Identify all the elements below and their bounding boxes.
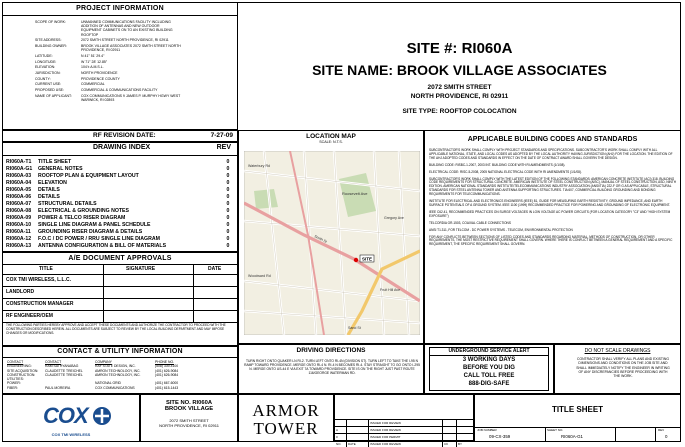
drawing-index-header — [3, 143, 237, 156]
drawing-index-panel — [2, 142, 238, 252]
location-map-title: LOCATION MAP — [306, 133, 356, 140]
revision-cell-no: 0 — [335, 434, 347, 440]
site-name: SITE NAME: BROOK VILLAGE ASSOCIATES — [312, 62, 607, 78]
codes-paragraph: BUILDING CODE: RISBC-1-2007, 2003 INT. BUILDING CODE WITH RI AMENDMENTS (1/1/08). — [429, 162, 566, 167]
drawing-index-rev: 0 — [226, 159, 230, 165]
approval-row-title: COX TMI WIRELESS, L.L.C. — [6, 277, 71, 283]
drawing-index-rev: 0 — [226, 215, 230, 221]
project-info-row — [35, 44, 233, 52]
drawing-index-code: RI060A-05 — [6, 187, 32, 193]
project-info-value: PROVIDENCE COUNTY — [81, 76, 120, 81]
underground-alert-line-1: 3 WORKING DAYS — [462, 357, 516, 363]
site-type: SITE TYPE: ROOFTOP COLOCATION — [402, 108, 517, 115]
cox-logo-text: COX — [43, 403, 88, 428]
codes-paragraph: SUBCONTRACTOR'S WORK SHALL COMPLY WITH THE LATEST EDITION OF THE FOLLOWING STANDARDS: AMERICAN CONCRETE INSTITUTE (ACI) 318, BUILDING CODE REQUIREMENTS FOR STRUCTURAL CONCRETE. AMERICAN INSTITUTE OF STEEL CONSTRUCTION (AISC), MANUAL OF STEEL CONSTRUCTION, ASD, NINTH EDITION. AMERICAN NATIONAL STANDARDS INSTITUTE/TELECOMMUNICATIONS INDUSTRY ASSOCIATION (ANSI/TIA) 222-F OR G AS APPLICABLE, STRUCTURAL STANDARDS FOR STEEL ANTENNA TOWER AND ANTENNA SUPPORTING STRUCTURES. TIA 607, COMMERCIAL BUILDING GROUNDING AND BONDING REQUIREMENTS FOR TELECOMMUNICATIONS. — [429, 176, 676, 197]
approval-row — [3, 275, 237, 287]
drawing-index-name: ELECTRICAL & GROUNDING NOTES — [38, 208, 129, 214]
contacts-cell-phone: (508) 339-4100 — [155, 364, 179, 369]
armor-tower-logo-line-1: ARMOR — [252, 401, 320, 420]
codes-title: APPLICABLE BUILDING CODES AND STANDARDS — [467, 136, 638, 143]
approval-row-title: LANDLORD — [6, 289, 35, 295]
cox-logo — [43, 403, 105, 431]
drawing-index-item[interactable] — [6, 194, 233, 201]
contacts-cell-role: UTILITIES: — [7, 377, 24, 382]
codes-paragraph: TELCORDIA GR-1503, COAXIAL CABLE CONNECTIONS — [429, 220, 511, 225]
contacts-cell-role: FIBER: — [7, 385, 18, 390]
project-info-row — [35, 82, 233, 86]
revision-table-row — [335, 426, 473, 433]
revision-cell-ck — [443, 434, 457, 440]
contacts-header: CONTACT — [45, 360, 62, 364]
codes-paragraph: INSTITUTE FOR ELECTRICAL AND ELECTRONICS ENGINEERS (IEEE) 81, GUIDE FOR MEASURING EARTH RESISTIVITY, GROUND IMPEDANCE, AND EARTH SURFACE POTENTIALS OF A GROUND SYSTEM. IEEE 1100 (1999) RECOMMENDED PRACTICE FOR POWERING AND GROUNDING OF ELECTRONIC EQUIPMENT. — [429, 199, 671, 207]
drawing-index-item[interactable] — [6, 166, 233, 173]
armor-tower-logo-line-2: TOWER — [253, 419, 319, 438]
contacts-cell-company: AMRON TECHNOLOGY, INC. — [95, 372, 141, 377]
underground-alert-box — [429, 347, 549, 391]
codes-paragraph: ELECTRICAL CODE: RISC-5-2008, 2005 NATIONAL ELECTRICAL CODE WITH RI AMENDMENTS (1/1/08). — [429, 169, 582, 174]
drawing-index-title: DRAWING INDEX — [93, 144, 151, 151]
codes-paragraph: IEEE C62.41, RECOMMENDED PRACTICES ON SURGE VOLTAGES IN LOW VOLTAGE AC POWER CIRCUITS (FOR LOCATION CATEGORY "C3" AND "HIGH SYSTEM EXPOSURE") — [429, 209, 671, 218]
map-label-fruit-hill: Fruit Hill Ave — [380, 288, 401, 292]
drawing-index-code: RI060A-03 — [6, 173, 32, 179]
job-number: 09-CX-359 — [489, 434, 511, 439]
drawing-index-name: ELEVATION — [38, 180, 67, 186]
contacts-cell-name: RAM SATHYANABAG — [45, 364, 79, 369]
revision-cell-ck — [443, 427, 457, 433]
codes-body — [429, 149, 677, 250]
contacts-cell-name: PAUL MOREIRA — [45, 385, 71, 390]
contacts-cell-company: RAY STATE DESIGN, INC. — [95, 364, 136, 369]
contacts-cell-name: CLAUDETTE TREICHEL — [45, 372, 83, 377]
title-block-address-1: 2072 SMITH STREET — [169, 418, 209, 423]
armor-tower-logo-cell — [238, 394, 334, 442]
project-info-label: COUNTY: — [35, 76, 51, 81]
contacts-cell-phone: (401) 626-9084 — [155, 372, 179, 377]
map-label-woodward: Woodward Rd — [248, 274, 271, 278]
project-info-value: W 71° 28' 12.85" — [81, 59, 108, 64]
revision-cell-by — [457, 434, 473, 440]
cox-logo-subtitle: COX TMI WIRELESS — [51, 432, 91, 437]
map-label-sand: Sand St — [348, 326, 361, 330]
revision-cell-desc: ISSUED FOR REVIEW — [369, 420, 443, 426]
job-number-label: JOB NUMBER — [477, 428, 497, 432]
revision-cell-by — [457, 420, 473, 426]
approvals-header-row — [3, 265, 237, 275]
contacts-cell-phone: (401) 667-6000 — [155, 381, 179, 386]
drawing-index-name: DETAILS — [38, 194, 60, 200]
project-info-label: ELEVATION: — [35, 65, 56, 70]
drawing-index-code: RI060A-T1 — [6, 159, 32, 165]
title-block-site-no: SITE NO. RI060A — [165, 400, 213, 406]
project-info-row — [35, 54, 233, 58]
sheet-title: TITLE SHEET — [551, 405, 604, 414]
revision-cell-no: A — [335, 427, 347, 433]
drawing-index-rev: 0 — [226, 222, 230, 228]
project-information-title: PROJECT INFORMATION — [3, 3, 237, 16]
drawing-index-item[interactable] — [6, 180, 233, 187]
rf-revision-row — [2, 130, 238, 142]
revision-cell-date — [347, 427, 369, 433]
approvals-rows — [3, 275, 237, 323]
map-background — [244, 151, 420, 335]
drawing-index-code: RI060A-13 — [6, 243, 32, 249]
project-info-row — [35, 94, 233, 102]
project-info-row — [35, 20, 233, 37]
title-block-site-name: BROOK VILLAGE — [164, 406, 214, 412]
do-not-scale-text: CONTRACTOR SHALL VERIFY ALL PLANS AND EXISTING DIMENSIONS AND CONDITIONS ON THE JOB SITE AND SHALL IMMEDIATELY NOTIFY THE ENGINEER IN WRITING OF ANY DISCREPANCIES BEFORE PROCEEDING WITH THE WORK. — [576, 357, 670, 379]
drawing-index-rev: 0 — [226, 243, 230, 249]
revision-cell-date — [347, 420, 369, 426]
drawing-index-code: RI060A-06 — [6, 194, 32, 200]
drawing-index-name: POWER & TELCO RISER DIAGRAM — [38, 215, 126, 221]
drawing-index-rev: 0 — [226, 187, 230, 193]
project-info-label: PROPOSED USE: — [35, 88, 64, 93]
sheet-no-label: SHEET NO. — [547, 428, 564, 432]
approvals-header-date: DATE — [208, 266, 222, 272]
map-park-2 — [254, 189, 278, 209]
map-label-gregory: Gregory Ave — [384, 216, 404, 220]
drawing-index-code: RI060A-09 — [6, 215, 32, 221]
contacts-cell-role: POWER: — [7, 381, 21, 386]
project-info-row — [35, 38, 233, 42]
drawing-index-name: ROOFTOP PLAN & EQUIPMENT LAYOUT — [38, 173, 139, 179]
project-info-label: NAME OF APPLICANT: — [35, 93, 72, 98]
revision-table-header: BY — [458, 442, 463, 446]
drawing-index-list — [3, 156, 237, 250]
drawing-index-item[interactable] — [6, 159, 233, 166]
revision-table-row — [335, 433, 473, 440]
map-label-roosevelt: Roosevelt Ave — [342, 191, 368, 196]
underground-alert-line-4: 888-DIG-SAFE — [468, 381, 510, 387]
project-info-value: UNMANNED COMMUNICATIONS FACILITY INCLUDING ADDITION OF ANTENNAS AND NEW OUTDOOR EQUIPMENT CABINETS ON TO AN EXISTING BUILDING ROOFTOP — [81, 20, 173, 37]
contacts-panel — [2, 346, 238, 394]
contacts-header: COMPANY — [95, 360, 112, 364]
contacts-cell-role: CONSTRUCTION: — [7, 372, 36, 377]
drawing-index-item[interactable] — [6, 243, 233, 250]
map-site-marker-label: SITE — [362, 256, 373, 262]
drawing-index-item[interactable] — [6, 229, 233, 236]
project-info-value: COMMERCIAL — [81, 82, 105, 87]
sheet-rev: 0 — [665, 434, 668, 439]
drawing-index-name: GENERAL NOTES — [38, 166, 83, 172]
drawing-index-item[interactable] — [6, 222, 233, 229]
project-info-value: BROOK VILLAGE ASSOCIATES 2072 SMITH STREET NORTH PROVIDENCE, RI 02911 — [81, 44, 181, 53]
revision-table-cell — [334, 394, 474, 446]
contacts-cell-company: NATIONAL GRID — [95, 381, 121, 386]
rf-revision-label: RF REVISION DATE: — [93, 132, 156, 139]
contacts-cell-role: SITE ACQUISITION: — [7, 368, 39, 373]
map-label-smith: Smith St — [313, 234, 328, 244]
drawing-index-rev: 0 — [226, 236, 230, 242]
project-info-row — [35, 88, 233, 92]
approval-row — [3, 299, 237, 311]
map-label-waterbury: Waterbury Rd — [248, 164, 271, 168]
location-map-panel — [238, 130, 424, 344]
drawing-index-rev: 0 — [226, 166, 230, 172]
drawing-index-code: RI060A-04 — [6, 180, 32, 186]
project-info-row — [35, 77, 233, 81]
project-info-label: JURISDICTION: — [35, 71, 61, 76]
approval-row-title: CONSTRUCTION MANAGER — [6, 301, 74, 307]
drawing-index-code: RI060A-G1 — [6, 166, 33, 172]
codes-paragraph: FOR ANY CONFLICTS BETWEEN SECTIONS OF LISTED CODES AND STANDARDS REGARDING MATERIAL, METHODS OF CONSTRUCTION, OR OTHER REQUIREMENTS, THE MOST RESTRICTIVE REQUIREMENT SHALL GOVERN. WHERE THERE IS CONFLICT BETWEEN A GENERAL REQUIREMENT AND A SPECIFIC REQUIREMENT, THE SPECIFIC REQUIREMENT SHALL GOVERN. — [429, 234, 673, 247]
site-title-block — [238, 2, 681, 130]
drawing-index-rev: 0 — [226, 173, 230, 179]
approvals-header-signature: SIGNATURE — [126, 266, 156, 272]
contacts-title: CONTACT & UTILITY INFORMATION — [3, 347, 237, 358]
sheet-title-cell — [474, 394, 681, 442]
approvals-header-title: TITLE — [39, 266, 53, 272]
cox-logo-cell — [2, 394, 140, 442]
project-info-label: SITE ADDRESS: — [35, 38, 62, 43]
project-info-value: COX COMMUNICATIONS 9 JAMES P. MURPHY HGWY WEST WARWICK, RI 02893 — [81, 93, 181, 103]
drawing-index-name: F.O.C / DC POWER / RRU SINGLE LINE DIAGRAM — [38, 236, 160, 242]
revision-cell-date — [347, 434, 369, 440]
drawing-index-item[interactable] — [6, 201, 233, 208]
revision-cell-ck — [443, 420, 457, 426]
drawing-index-name: SINGLE LINE DIAGRAM & PANEL SCHEDULE — [38, 222, 151, 228]
contacts-header: PHONE NO. — [155, 360, 175, 364]
project-info-label: SCOPE OF WORK: — [35, 20, 66, 24]
revision-table-header: DATE — [347, 441, 369, 447]
driving-directions-text: TURN RIGHT ONTO QUAKER LN RI-2. TURN LEFT ONTO RI-4N (DIVISION ST). TURN LEFT TO TAKE THE I-95 N RAMP TOWARD PROVIDENCE. MERGE ONTO RI-4 N. RI-4 N BECOMES RI-4. STAY STRAIGHT TO GO ONTO I-295 N. MERGE ONTO US-44 E VIA EXIT 7A TOWARD PROVIDENCE. SITE IS ON THE RIGHT JUST PAST ROUTE 116/GEORGE WATERMAN RD. — [244, 359, 420, 376]
driving-directions-panel — [238, 344, 424, 394]
project-info-value: COMMERCIAL & COMMUNICATIONS FACILITY — [81, 88, 158, 93]
revision-cell-desc: ISSUED FOR PERMIT — [369, 434, 443, 440]
map-site-marker-dot — [354, 258, 358, 262]
location-map-scale: SCALE: N.T.S. — [319, 140, 343, 144]
contacts-cell-phone: (401) 615-1443 — [155, 385, 179, 390]
revision-table-row — [335, 419, 473, 426]
project-info-value: NORTH PROVIDENCE — [81, 71, 118, 76]
site-number: SITE #: RI060A — [406, 40, 513, 57]
rf-revision-date: 7-27-09 — [210, 132, 233, 139]
approvals-note: THE FOLLOWING PARTIES HEREBY APPROVE AND ACCEPT THESE DOCUMENTS AND AUTHORIZE THE CONTRACTOR TO PROCEED WITH THE CONSTRUCTION DESCRIBED HEREIN. ALL DOCUMENTS ARE SUBJECT TO REVIEW BY THE LOCAL BUILDING DEPARTMENT AND MAY IMPOSE CHANGES OR MODIFICATIONS. — [6, 323, 226, 335]
drawing-index-name: ANTENNA CONFIGURATION & BILL OF MATERIALS — [38, 243, 167, 249]
drawing-index-item[interactable] — [6, 236, 233, 243]
drawing-index-name: DETAILS — [38, 187, 60, 193]
project-info-label: LATITUDE: — [35, 53, 53, 58]
approvals-title: A/E DOCUMENT APPROVALS — [3, 253, 237, 265]
underground-alert-line-3: CALL TOLL FREE — [463, 373, 515, 379]
contacts-cell-role: ENGINEERING: — [7, 364, 32, 369]
drawing-index-rev-header: REV — [216, 144, 231, 151]
project-info-label: CURRENT USE: — [35, 82, 62, 87]
revision-cell-by — [457, 427, 473, 433]
drawing-index-code: RI060A-11 — [6, 229, 31, 235]
approval-row-title: RF ENGINEER/OEM — [6, 313, 53, 319]
title-block-address-2: NORTH PROVIDENCE, RI 02911 — [159, 423, 219, 428]
drawing-index-rev: 0 — [226, 208, 230, 214]
drawing-index-name: TITLE SHEET — [38, 159, 72, 165]
contacts-cell-phone: (401) 626-9084 — [155, 368, 179, 373]
do-not-scale-panel — [554, 344, 681, 394]
contacts-cell-company: COX COMMUNICATIONS — [95, 385, 135, 390]
drawing-index-code: RI060A-08 — [6, 208, 32, 214]
codes-paragraph: SUBCONTRACTOR'S WORK SHALL COMPLY WITH PROJECT STANDARDS AND SPECIFICATIONS. SUBCONTRACTOR'S WORK SHALL COMPLY WITH ALL APPLICABLE NATIONAL, STATE, AND LOCAL CODES AS ADOPTED BY THE LOCAL AUTHORITY HAVING JURISDICTION (AHJ) FOR THE LOCATION. THE EDITION OF THE AHJ ADOPTED CODES AND STANDARDS IN EFFECT ON THE DATE OF CONTRACT AWARD SHALL GOVERN THE DESIGN. — [429, 148, 673, 160]
site-street: 2072 SMITH STREET — [427, 84, 492, 91]
underground-alert-line-2: BEFORE YOU DIG — [463, 365, 515, 371]
project-info-value: 2072 SMITH STREET NORTH PROVIDENCE, RI 02911 — [81, 38, 169, 43]
project-information-panel — [2, 2, 238, 130]
site-info-cell — [140, 394, 238, 442]
revision-cell-desc: ISSUED FOR REVIEW — [369, 427, 443, 433]
sheet-rev-label: REV — [658, 428, 665, 432]
drawing-index-rev: 0 — [226, 201, 230, 207]
contacts-cell-name: CLAUDETTE TREICHEL — [45, 368, 83, 373]
drawing-index-code: RI060A-07 — [6, 201, 32, 207]
revision-table-header: CK — [443, 441, 457, 447]
location-map-image — [244, 151, 420, 335]
cox-logo-swoosh-icon — [91, 405, 113, 427]
project-info-label: BUILDING OWNER: — [35, 44, 67, 49]
driving-directions-title: DRIVING DIRECTIONS — [296, 347, 366, 354]
drawing-index-name: GROUNDING RISER DIAGRAM & DETAILS — [38, 229, 143, 235]
approval-row — [3, 311, 237, 323]
underground-alert-panel — [424, 344, 554, 394]
contacts-cell-company: AMRON TECHNOLOGY, INC. — [95, 368, 141, 373]
revision-cell-no — [335, 420, 347, 426]
codes-panel — [424, 130, 681, 344]
contacts-row — [7, 386, 233, 390]
project-info-value: 104'± A.M.S.L. — [81, 65, 104, 70]
approvals-panel — [2, 252, 238, 346]
codes-paragraph: ANSI T1.311, FOR TELCOM - DC POWER SYSTEMS - TELECOM, ENVIRONMENTAL PROTECTION — [429, 227, 573, 232]
drawing-index-item[interactable] — [6, 173, 233, 180]
project-info-row — [35, 65, 233, 69]
approval-row — [3, 287, 237, 299]
project-info-value: N 41° 51' 29.4" — [81, 53, 105, 58]
project-information-rows — [3, 16, 237, 102]
drawing-index-item[interactable] — [6, 187, 233, 194]
drawing-index-rev: 0 — [226, 194, 230, 200]
revision-table-header: ISSUED FOR REVIEW — [369, 441, 443, 447]
drawing-index-code: RI060A-10 — [6, 222, 32, 228]
drawing-index-rev: 0 — [226, 229, 230, 235]
drawing-index-code: RI060A-12 — [6, 236, 32, 242]
do-not-scale-title: DO NOT SCALE DRAWINGS — [584, 348, 651, 354]
project-info-row — [35, 71, 233, 75]
project-info-row — [35, 60, 233, 64]
sheet-no: RI060A-G1 — [561, 434, 583, 439]
drawing-index-rev: 0 — [226, 180, 230, 186]
drawing-index-item[interactable] — [6, 208, 233, 215]
contacts-header: CONTACT — [7, 360, 24, 364]
contacts-table — [3, 358, 237, 390]
revision-table — [335, 419, 473, 447]
project-info-label: LONGITUDE: — [35, 59, 57, 64]
underground-alert-title: UNDERGROUND SERVICE ALERT — [430, 348, 548, 356]
site-city: NORTH PROVIDENCE, RI 02911 — [410, 93, 509, 100]
drawing-index-item[interactable] — [6, 215, 233, 222]
drawing-index-name: STRUCTURAL DETAILS — [38, 201, 97, 207]
revision-table-header: NO. — [335, 441, 347, 447]
